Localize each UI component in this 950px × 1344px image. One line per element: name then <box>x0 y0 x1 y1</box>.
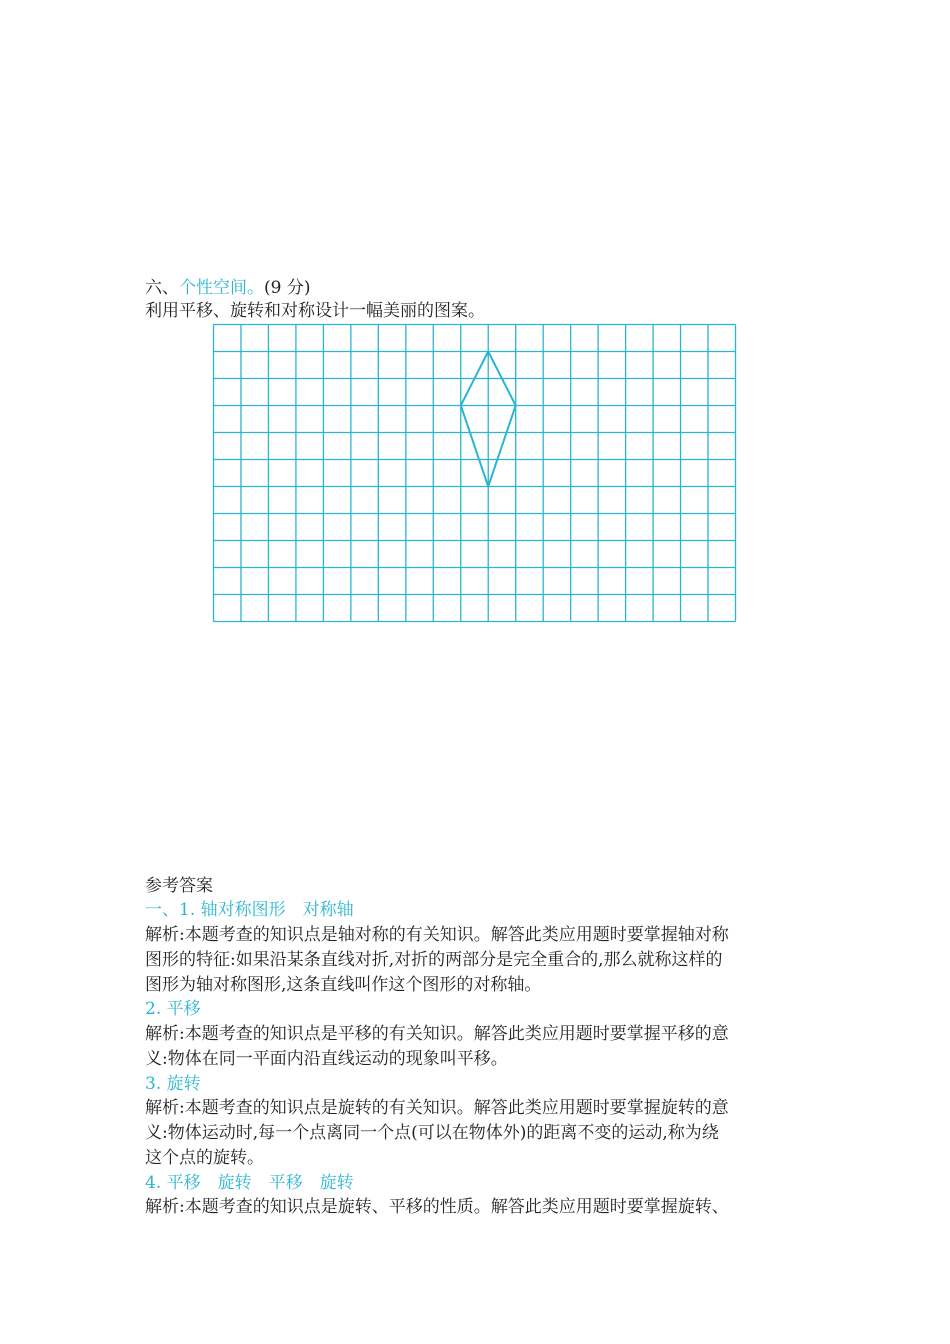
answer-4-analysis-line-1: 解析:本题考查的知识点是旋转、平移的性质。解答此类应用题时要掌握旋转、 <box>145 1197 729 1217</box>
answer-3-analysis-line-2: 义:物体运动时,每一个点离同一个点(可以在物体外)的距离不变的运动,称为绕 <box>145 1123 719 1143</box>
answer-1-analysis-line-2: 图形的特征:如果沿某条直线对折,对折的两部分是完全重合的,那么就称这样的 <box>145 950 723 970</box>
answer-4: 4. 平移 旋转 平移 旋转 <box>145 1173 354 1193</box>
answer-2-analysis-line-2: 义:物体在同一平面内沿直线运动的现象叫平移。 <box>145 1049 508 1069</box>
answer-1-analysis-line-1: 解析:本题考查的知识点是轴对称的有关知识。解答此类应用题时要掌握轴对称 <box>145 925 729 945</box>
section-6-title: 个性空间。 <box>179 278 264 298</box>
section-6-score: (9 分) <box>264 278 311 298</box>
answer-2: 2. 平移 <box>145 999 201 1019</box>
section-6-heading <box>145 276 310 301</box>
answer-3: 3. 旋转 <box>145 1074 201 1094</box>
answer-3-analysis-line-3: 这个点的旋转。 <box>145 1148 264 1168</box>
design-grid <box>212 323 737 623</box>
section-6-prefix: 六、 <box>145 278 179 298</box>
answer-1: 一、1. 轴对称图形 对称轴 <box>145 900 354 920</box>
answer-3-analysis-line-1: 解析:本题考查的知识点是旋转的有关知识。解答此类应用题时要掌握旋转的意 <box>145 1098 729 1118</box>
grid-lines <box>214 325 736 622</box>
answer-2-analysis-line-1: 解析:本题考查的知识点是平移的有关知识。解答此类应用题时要掌握平移的意 <box>145 1024 729 1044</box>
answer-1-analysis-line-3: 图形为轴对称图形,这条直线叫作这个图形的对称轴。 <box>145 975 542 995</box>
section-6-instruction: 利用平移、旋转和对称设计一幅美丽的图案。 <box>145 301 485 321</box>
answers-heading: 参考答案 <box>145 876 213 896</box>
